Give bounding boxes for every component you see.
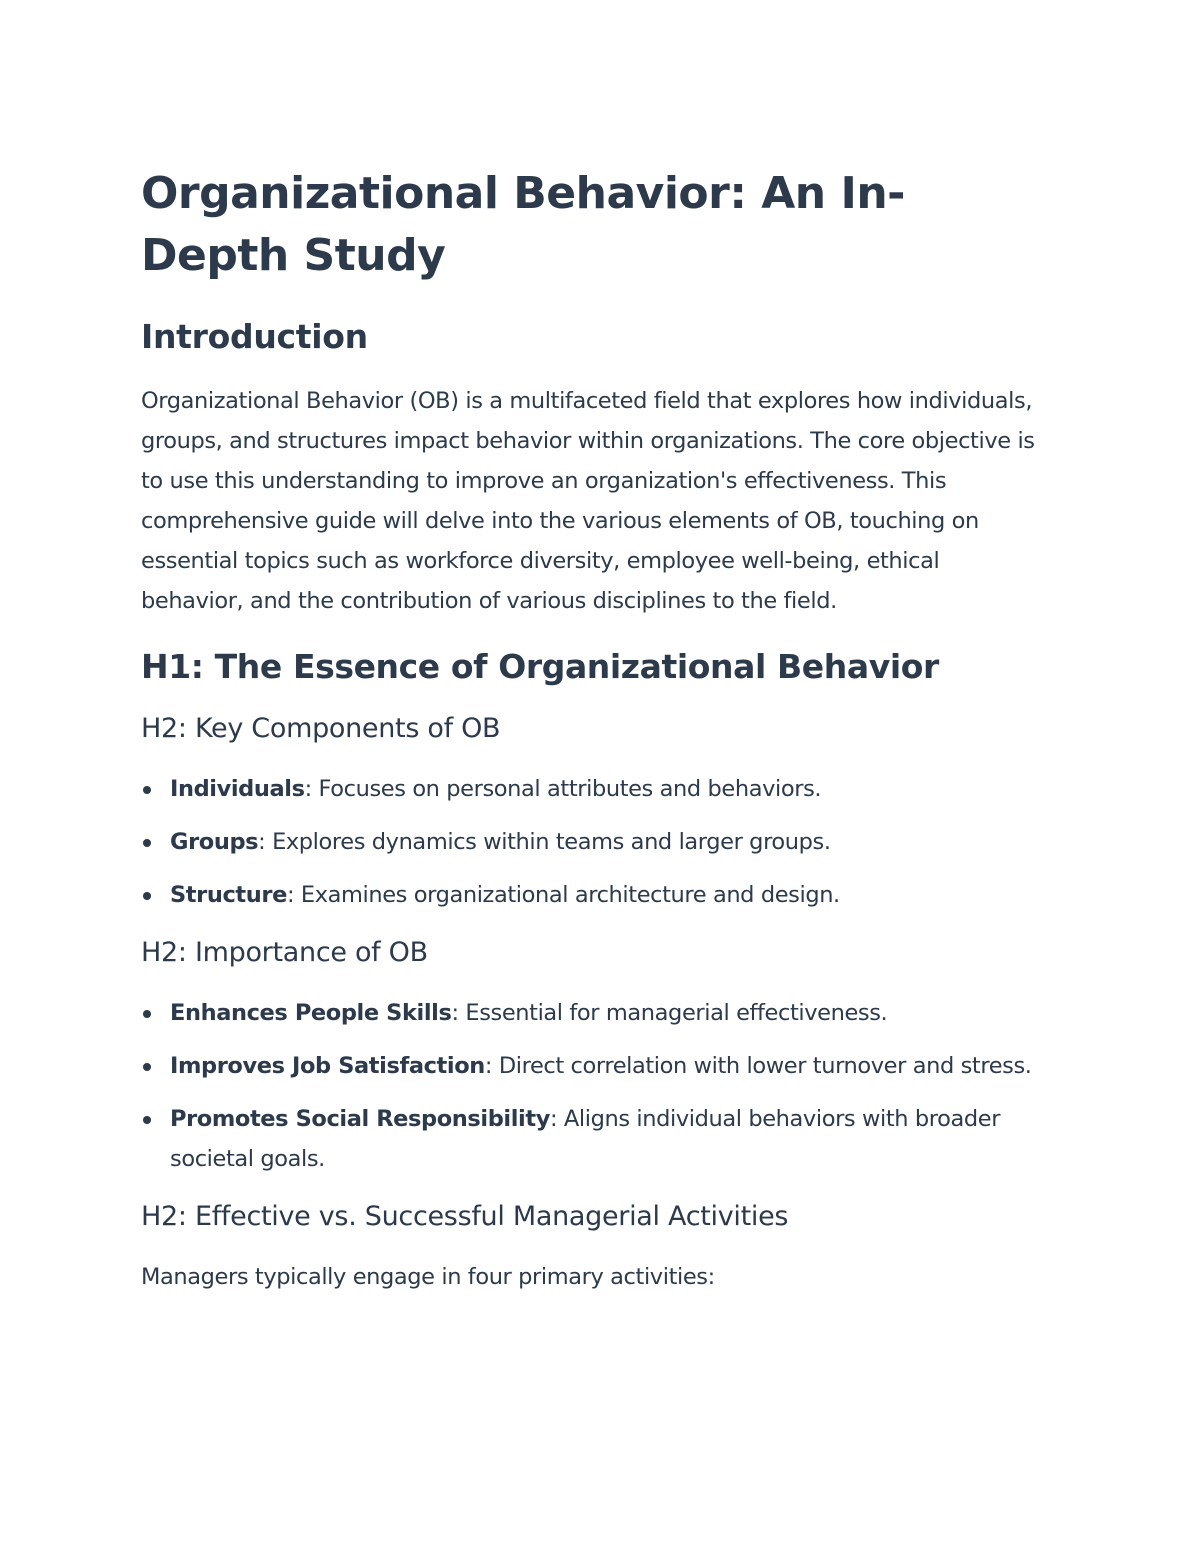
introduction-heading: Introduction (141, 317, 368, 356)
list-item-term: Groups (170, 829, 259, 855)
list-item-term: Individuals (170, 776, 305, 802)
key-components-heading: H2: Key Components of OB (141, 713, 501, 744)
importance-heading: H2: Importance of OB (141, 937, 428, 968)
managerial-activities-heading: H2: Effective vs. Successful Managerial Activities (141, 1201, 789, 1232)
list-item (141, 993, 1041, 1033)
list-item (141, 875, 1041, 915)
bullet-icon (143, 1116, 151, 1124)
bullet-icon (143, 1063, 151, 1071)
list-item-text: : Focuses on personal attributes and behaviors. (304, 776, 822, 802)
list-item-term: Structure (170, 882, 287, 908)
list-item-text: : Essential for managerial effectiveness. (451, 1000, 888, 1026)
list-item (141, 1046, 1041, 1086)
list-item-text: : Explores dynamics within teams and larger groups. (258, 829, 831, 855)
managerial-activities-paragraph: Managers typically engage in four primary activities: (141, 1264, 715, 1290)
importance-list (141, 993, 1041, 1179)
bullet-icon (143, 839, 151, 847)
introduction-paragraph: Organizational Behavior (OB) is a multifaceted field that explores how individuals, groups, and structures impact behavior within organizations. The core objective is to use this understanding to improve an organization's effectiveness. This comprehensive guide will delve into the various elements of OB, touching on essential topics such as workforce diversity, employee well-being, ethical behavior, and the contribution of various disciplines to the field. (141, 388, 1035, 614)
bullet-icon (143, 1010, 151, 1018)
document-title: Organizational Behavior: An In-Depth Study (141, 168, 905, 281)
list-item (141, 1099, 1041, 1179)
key-components-list (141, 769, 1041, 915)
list-item (141, 769, 1041, 809)
document-page (141, 163, 1041, 1297)
list-item-term: Enhances People Skills (170, 1000, 452, 1026)
list-item-term: Promotes Social Responsibility (170, 1106, 550, 1132)
list-item-term: Improves Job Satisfaction (170, 1053, 485, 1079)
bullet-icon (143, 786, 151, 794)
list-item-text: : Examines organizational architecture and design. (286, 882, 840, 908)
list-item (141, 822, 1041, 862)
list-item-text: : Aligns individual behaviors with broader societal goals. (170, 1106, 1001, 1172)
bullet-icon (143, 892, 151, 900)
essence-heading: H1: The Essence of Organizational Behavior (141, 647, 939, 686)
list-item-text: : Direct correlation with lower turnover and stress. (484, 1053, 1032, 1079)
